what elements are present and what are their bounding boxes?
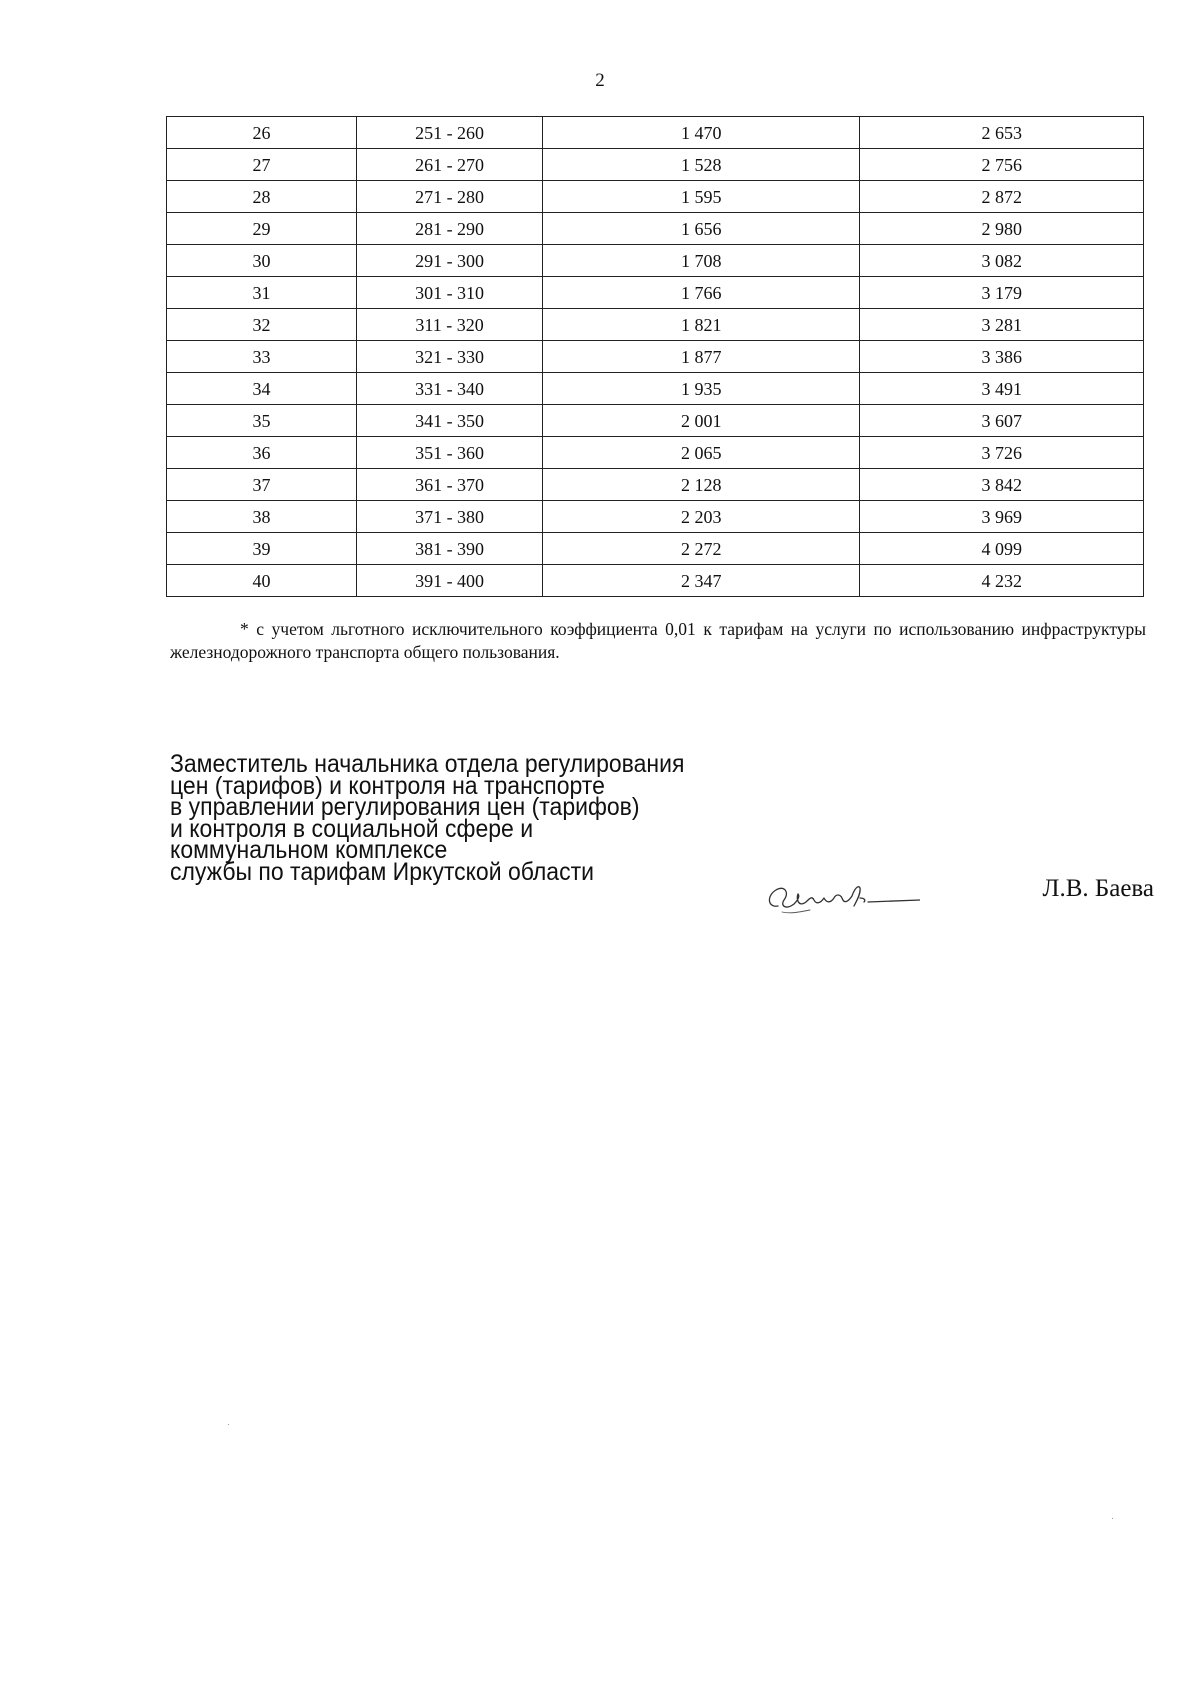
scan-speck [1112, 1518, 1113, 1519]
table-cell: 321 - 330 [357, 341, 543, 373]
table-cell: 36 [167, 437, 357, 469]
signer-title-line: службы по тарифам Иркутской области [170, 857, 594, 886]
table-cell: 1 656 [543, 213, 860, 245]
table-cell: 251 - 260 [357, 117, 543, 149]
table-cell: 33 [167, 341, 357, 373]
table-cell: 31 [167, 277, 357, 309]
table-cell: 4 099 [860, 533, 1144, 565]
table-cell: 1 470 [543, 117, 860, 149]
table-cell: 381 - 390 [357, 533, 543, 565]
table-cell: 291 - 300 [357, 245, 543, 277]
table-cell: 3 969 [860, 501, 1144, 533]
table-cell: 28 [167, 181, 357, 213]
table-cell: 4 232 [860, 565, 1144, 597]
footnote: * с учетом льготного исключительного коэффициента 0,01 к тарифам на услуги по использованию инфраструктуры железнодорожного транспорта общего пользования. [170, 619, 1146, 662]
table-cell: 3 842 [860, 469, 1144, 501]
table-cell: 3 491 [860, 373, 1144, 405]
table-row [167, 501, 1144, 533]
table-cell: 2 653 [860, 117, 1144, 149]
tariff-table [166, 116, 1144, 597]
table-cell: 2 980 [860, 213, 1144, 245]
page-number: 2 [595, 70, 605, 91]
table-row [167, 213, 1144, 245]
table-cell: 29 [167, 213, 357, 245]
table-row [167, 533, 1144, 565]
table-row [167, 341, 1144, 373]
table-cell: 3 607 [860, 405, 1144, 437]
table-row [167, 277, 1144, 309]
table-cell: 301 - 310 [357, 277, 543, 309]
table-row [167, 437, 1144, 469]
table-cell: 2 872 [860, 181, 1144, 213]
signer-title-line: цен (тарифов) и контроля на транспорте [170, 771, 605, 800]
signer-title-line: Заместитель начальника отдела регулирования [170, 750, 685, 778]
table-cell: 40 [167, 565, 357, 597]
table-cell: 311 - 320 [357, 309, 543, 341]
table-cell: 271 - 280 [357, 181, 543, 213]
table-cell: 3 386 [860, 341, 1144, 373]
table-row [167, 181, 1144, 213]
table-cell: 38 [167, 501, 357, 533]
signer-name: Л.В. Баева [1042, 875, 1154, 902]
table-cell: 1 766 [543, 277, 860, 309]
table-row [167, 245, 1144, 277]
table-cell: 281 - 290 [357, 213, 543, 245]
table-cell: 361 - 370 [357, 469, 543, 501]
table-cell: 331 - 340 [357, 373, 543, 405]
signer-title-line: и контроля в социальной сфере и [170, 814, 534, 843]
table-cell: 1 877 [543, 341, 860, 373]
table-cell: 3 179 [860, 277, 1144, 309]
table-cell: 1 528 [543, 149, 860, 181]
table-cell: 2 272 [543, 533, 860, 565]
table-cell: 34 [167, 373, 357, 405]
table-cell: 261 - 270 [357, 149, 543, 181]
table-cell: 3 726 [860, 437, 1144, 469]
table-row [167, 405, 1144, 437]
table-cell: 1 935 [543, 373, 860, 405]
table-row [167, 117, 1144, 149]
signer-title-line: коммунальном комплексе [170, 836, 448, 864]
table-row [167, 565, 1144, 597]
table-cell: 2 756 [860, 149, 1144, 181]
table-cell: 27 [167, 149, 357, 181]
table-cell: 2 065 [543, 437, 860, 469]
signer-title [170, 750, 685, 886]
table-row [167, 149, 1144, 181]
scan-speck [228, 1424, 229, 1425]
table-body [167, 117, 1144, 597]
table-cell: 1 821 [543, 309, 860, 341]
table-cell: 39 [167, 533, 357, 565]
table-cell: 2 347 [543, 565, 860, 597]
table-cell: 32 [167, 309, 357, 341]
table-cell: 35 [167, 405, 357, 437]
table-cell: 2 203 [543, 501, 860, 533]
table-cell: 391 - 400 [357, 565, 543, 597]
table-cell: 371 - 380 [357, 501, 543, 533]
table-row [167, 373, 1144, 405]
table-cell: 351 - 360 [357, 437, 543, 469]
table-cell: 37 [167, 469, 357, 501]
table-cell: 1 708 [543, 245, 860, 277]
signer-title-line: в управлении регулирования цен (тарифов) [170, 793, 640, 821]
table-cell: 2 001 [543, 405, 860, 437]
table-cell: 1 595 [543, 181, 860, 213]
table-cell: 3 281 [860, 309, 1144, 341]
table-row [167, 309, 1144, 341]
table-row [167, 469, 1144, 501]
table-cell: 2 128 [543, 469, 860, 501]
handwritten-signature [760, 868, 920, 928]
table-cell: 3 082 [860, 245, 1144, 277]
table-cell: 341 - 350 [357, 405, 543, 437]
table-cell: 26 [167, 117, 357, 149]
table-cell: 30 [167, 245, 357, 277]
